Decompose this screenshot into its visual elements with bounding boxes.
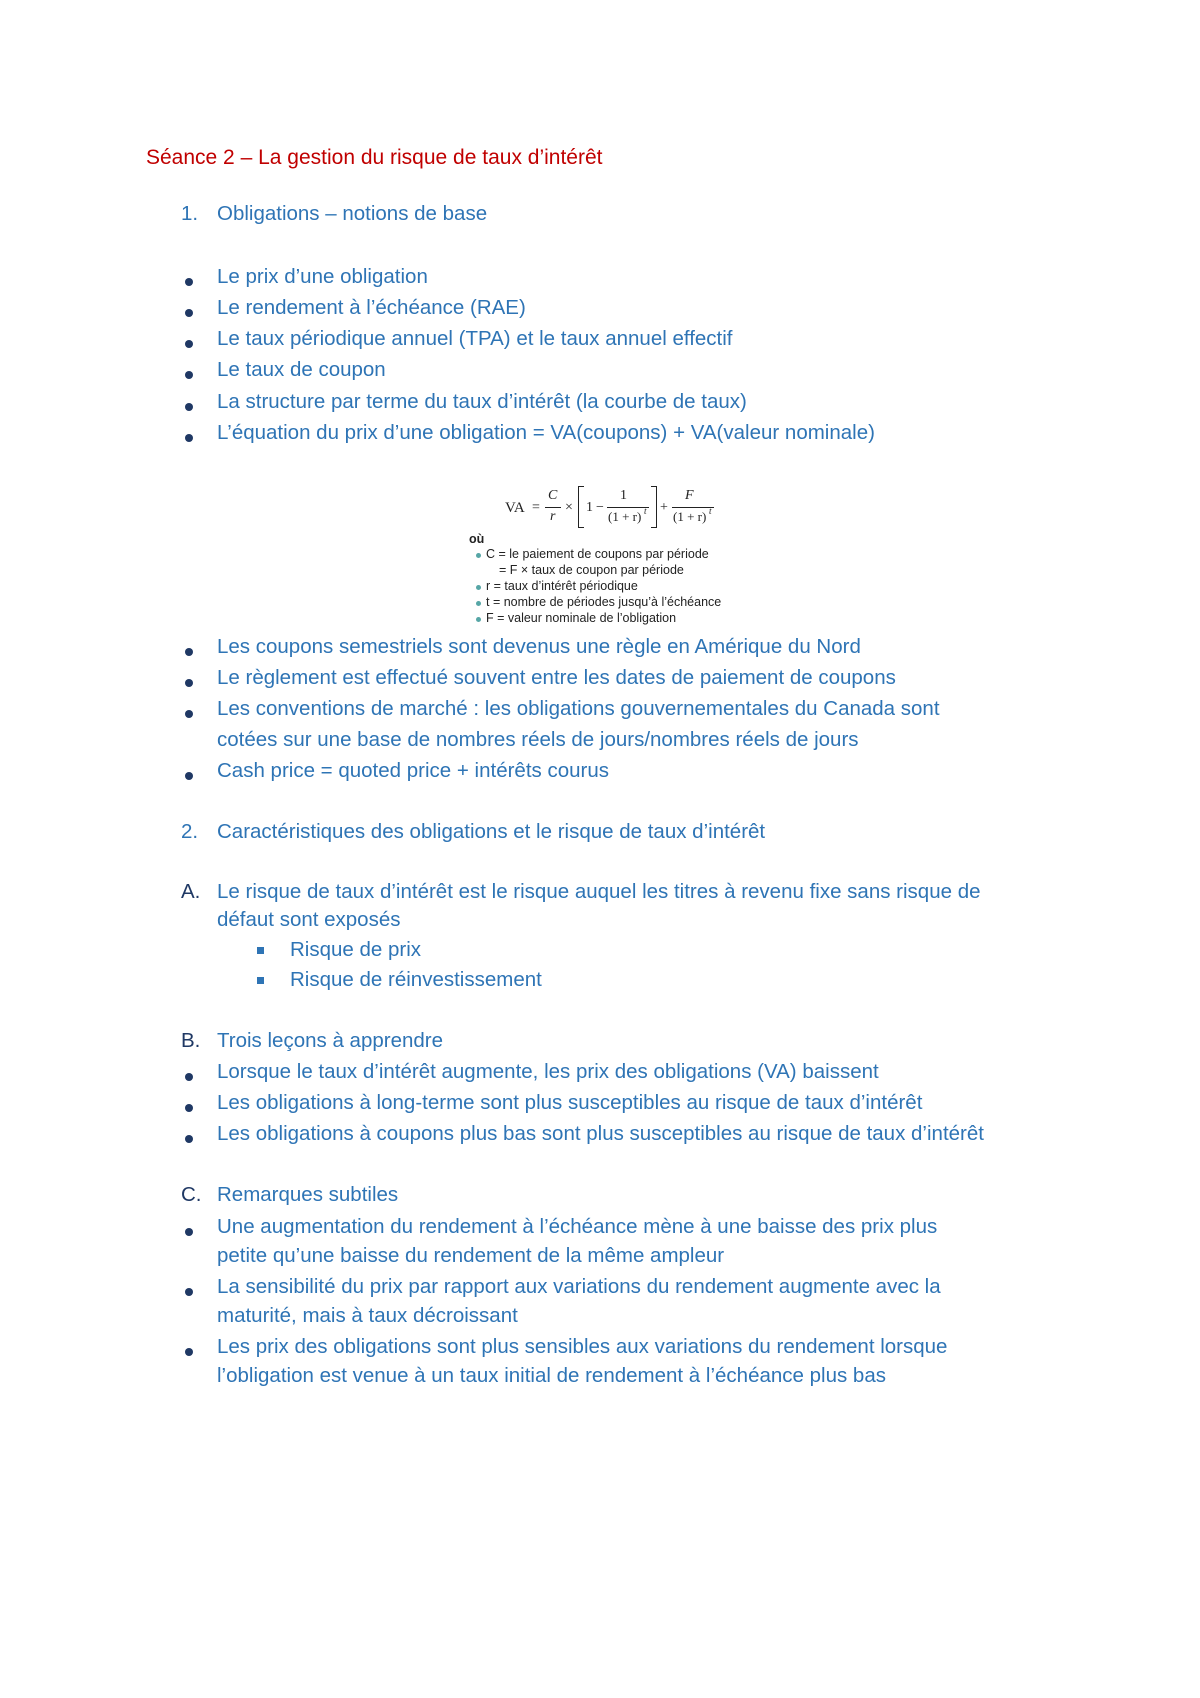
list-item: Le taux périodique annuel (TPA) et le taux annuel effectif [217,327,733,350]
section-1-number: 1. [181,202,199,225]
legend-item: = F × taux de coupon par période [499,563,684,577]
list-item: Une augmentation du rendement à l’échéance mène à une baisse des prix plus [217,1215,938,1238]
subsection-a-text-continuation: défaut sont exposés [217,908,401,931]
bullet-dot [185,1288,193,1296]
formula-c: C [548,488,558,503]
sub-list-item: Risque de réinvestissement [290,968,542,991]
formula-denominator-2: (1 + r) [673,509,707,524]
fraction-bar [545,507,561,508]
bullet-dot [185,1073,193,1081]
bullet-dot [185,309,193,317]
subsection-b-letter: B. [181,1029,201,1052]
list-item-continuation: cotées sur une base de nombres réels de jours/nombres réels de jours [217,728,859,751]
formula-minus: − [596,500,604,515]
legend-item: C = le paiement de coupons par période [486,547,709,561]
list-item: Cash price = quoted price + intérêts courus [217,759,609,782]
legend-dot [476,585,481,590]
formula-f: F [685,488,694,503]
list-item: La structure par terme du taux d’intérêt (la courbe de taux) [217,390,747,413]
fraction-bar [607,507,649,508]
list-item: Le taux de coupon [217,358,386,381]
bullet-dot [185,1228,193,1236]
bullet-dot [185,772,193,780]
square-bullet [257,977,264,984]
list-item-continuation: petite qu’une baisse du rendement de la même ampleur [217,1244,725,1267]
bullet-dot [185,679,193,687]
bullet-dot [185,278,193,286]
legend-dot [476,617,481,622]
bullet-dot [185,1104,193,1112]
sub-list-item: Risque de prix [290,938,422,961]
list-item: L’équation du prix d’une obligation = VA(coupons) + VA(valeur nominale) [217,421,875,444]
formula-one: 1 [586,500,593,515]
list-item: Les obligations à coupons plus bas sont plus susceptibles au risque de taux d’intérêt [217,1122,984,1145]
section-2-number: 2. [181,820,199,843]
list-item: Les coupons semestriels sont devenus une règle en Amérique du Nord [217,635,861,658]
list-item: Les conventions de marché : les obligations gouvernementales du Canada sont [217,697,940,720]
bullet-dot [185,1135,193,1143]
subsection-b-heading: Trois leçons à apprendre [217,1029,444,1052]
formula-exponent-2: t [709,506,712,516]
bond-price-formula [465,488,740,626]
formula-times: × [565,500,573,515]
list-item: Le prix d’une obligation [217,265,428,288]
bracket-left [578,486,584,528]
bullet-dot [185,1348,193,1356]
list-item-continuation: maturité, mais à taux décroissant [217,1304,518,1327]
legend-item: r = taux d’intérêt périodique [486,579,638,593]
legend-dot [476,601,481,606]
section-1-heading: Obligations – notions de base [217,202,488,225]
bullet-dot [185,710,193,718]
list-item: Lorsque le taux d’intérêt augmente, les prix des obligations (VA) baissent [217,1060,879,1083]
formula-exponent: t [644,506,647,516]
list-item: Le règlement est effectué souvent entre les dates de paiement de coupons [217,666,896,689]
formula-lhs: VA [505,500,525,516]
legend-dot [476,553,481,558]
subsection-a-text: Le risque de taux d’intérêt est le risque auquel les titres à revenu fixe sans risque de [217,880,981,903]
formula-where: où [469,532,485,546]
bullet-dot [185,403,193,411]
list-item: La sensibilité du prix par rapport aux variations du rendement augmente avec la [217,1275,941,1298]
formula-equals: = [532,500,540,515]
bracket-right [651,486,657,528]
subsection-c-letter: C. [181,1183,202,1206]
legend-item: F = valeur nominale de l’obligation [486,611,677,625]
formula-denominator: (1 + r) [608,509,642,524]
list-item-continuation: l’obligation est venue à un taux initial de rendement à l’échéance plus bas [217,1364,886,1387]
formula-plus: + [660,500,668,515]
subsection-a-letter: A. [181,880,201,903]
fraction-bar [672,507,714,508]
subsection-c-heading: Remarques subtiles [217,1183,399,1206]
list-item: Les prix des obligations sont plus sensibles aux variations du rendement lorsque [217,1335,948,1358]
square-bullet [257,947,264,954]
legend-item: t = nombre de périodes jusqu’à l’échéance [486,595,722,609]
formula-r: r [550,509,556,524]
bullet-dot [185,371,193,379]
bullet-dot [185,648,193,656]
bullet-dot [185,434,193,442]
list-item: Les obligations à long-terme sont plus susceptibles au risque de taux d’intérêt [217,1091,923,1114]
list-item: Le rendement à l’échéance (RAE) [217,296,526,319]
bullet-dot [185,340,193,348]
section-2-heading: Caractéristiques des obligations et le risque de taux d’intérêt [217,820,766,843]
formula-one-numerator: 1 [620,488,627,503]
page-title: Séance 2 – La gestion du risque de taux d’intérêt [146,146,603,169]
